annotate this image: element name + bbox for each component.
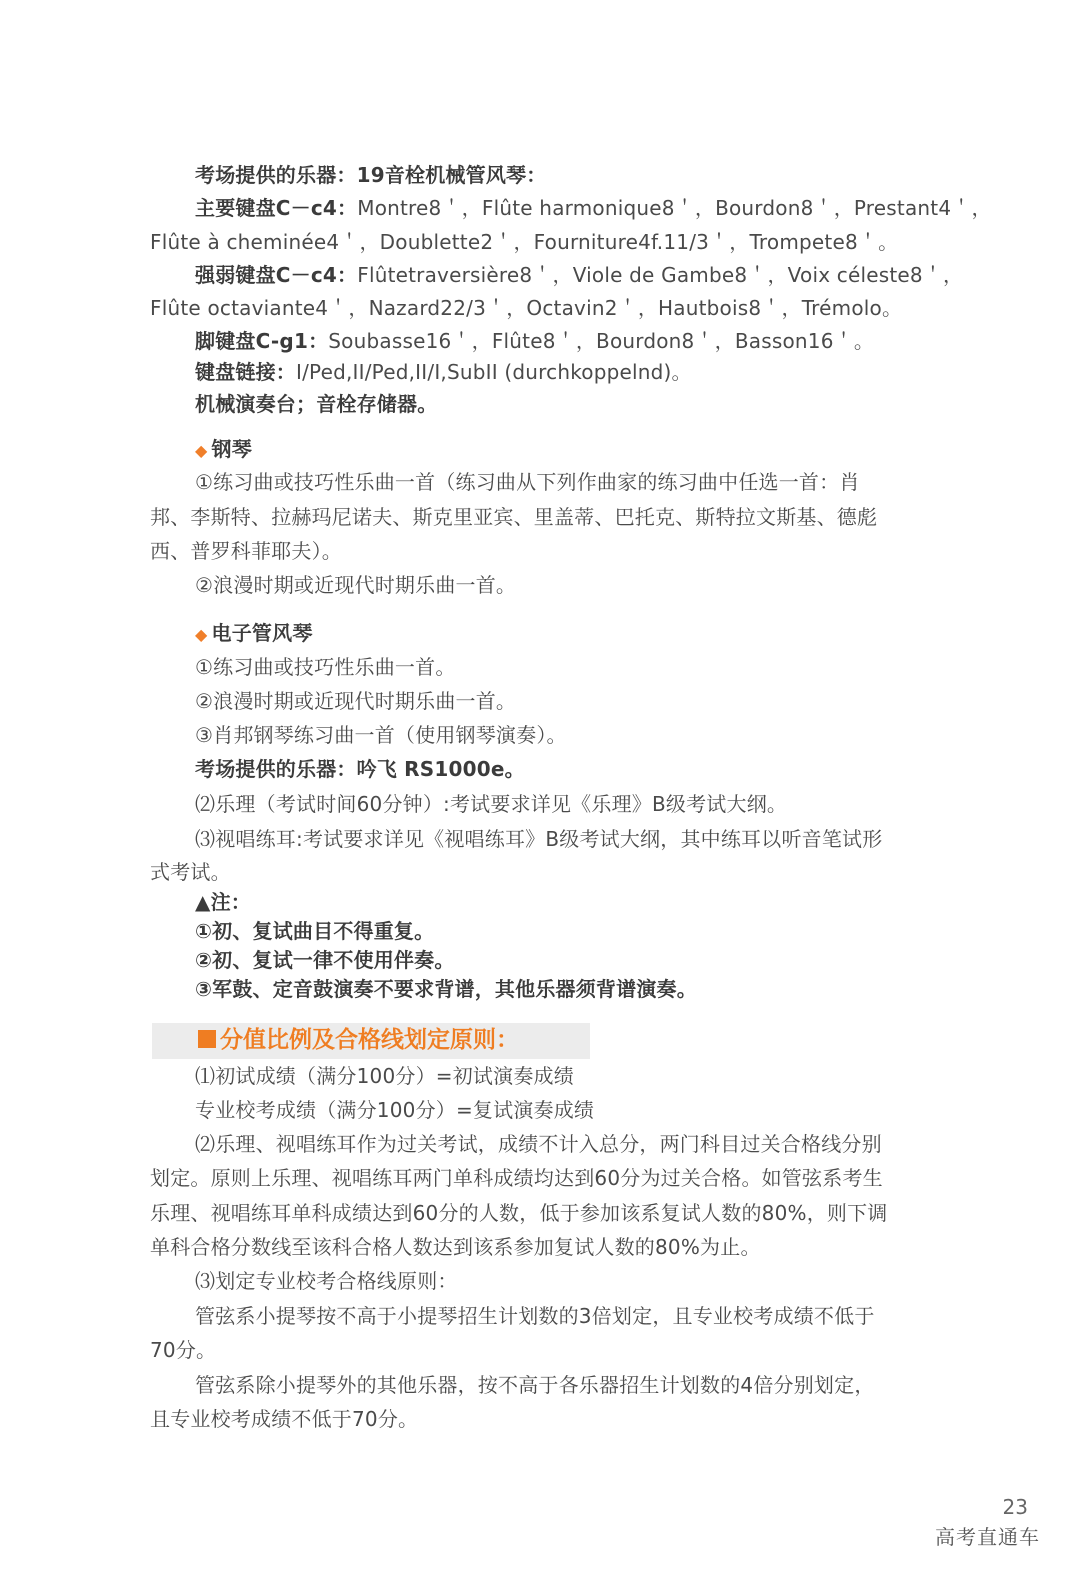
score-rule-6-line1: 管弦系除小提琴外的其他乐器，按不高于各乐器招生计划数的4倍分别划定， <box>195 1373 875 1397</box>
eorgan-item1: ①练习曲或技巧性乐曲一首。 <box>195 655 456 679</box>
coupler-text: I/Ped,II/Ped,II/I,SubII (durchkoppelnd)。 <box>296 360 692 384</box>
score-rule-1: ⑴初试成绩（满分100分）=初试演奏成绩 <box>195 1064 574 1088</box>
theory-requirement: ⑵乐理（考试时间60分钟）:考试要求详见《乐理》B级考试大纲。 <box>195 792 788 816</box>
section-title: 分值比例及合格线划定原则： <box>220 1027 519 1053</box>
main-keyboard-stops-2: Flûte à cheminée4＇，Doublette2＇，Fourniture4f.11/3＇，Trompete8＇。 <box>150 230 899 254</box>
score-rule-5-line1: 管弦系小提琴按不高于小提琴招生计划数的3倍划定，且专业校考成绩不低于 <box>195 1304 875 1328</box>
organ-instrument: 考场提供的乐器：19音栓机械管风琴： <box>195 163 547 187</box>
swell-keyboard-stops-2: Flûte octaviante4＇，Nazard22/3＇，Octavin2＇，Hautbois8＇，Trémolo。 <box>150 296 903 320</box>
organ-swell-keyboard-line1 <box>195 260 963 290</box>
coupler-label: 键盘链接： <box>195 360 296 384</box>
diamond-bullet-icon: ◆ <box>195 625 208 644</box>
diamond-bullet-icon: ◆ <box>195 441 208 460</box>
pedal-stops: Soubasse16＇，Flûte8＇，Bourdon8＇，Basson16＇。 <box>328 329 875 353</box>
main-keyboard-label: 主要键盘C－c4： <box>195 196 358 220</box>
eorgan-title: 电子管风琴 <box>211 621 313 645</box>
score-rule-2: 专业校考成绩（满分100分）=复试演奏成绩 <box>195 1098 595 1122</box>
pedal-label: 脚键盘C-g1： <box>195 329 329 353</box>
main-keyboard-stops-1: Montre8＇，Flûte harmonique8＇，Bourdon8＇，Prestant4＇， <box>357 196 992 220</box>
organ-main-keyboard-line1 <box>195 193 992 223</box>
solfege-requirement-line2: 式考试。 <box>150 860 231 884</box>
score-rule-3-line3: 乐理、视唱练耳单科成绩达到60分的人数，低于参加该系复试人数的80%，则下调 <box>150 1201 888 1225</box>
swell-keyboard-label: 强弱键盘C－c4： <box>195 263 358 287</box>
organ-coupler-line <box>195 357 692 387</box>
piano-heading <box>195 434 252 466</box>
score-rule-3-line2: 划定。原则上乐理、视唱练耳两门单科成绩均达到60分为过关合格。如管弦系考生 <box>150 1166 883 1190</box>
swell-keyboard-stops-1: Flûtetraversière8＇，Viole de Gambe8＇，Voix céleste8＇， <box>357 263 964 287</box>
piano-item1-line1: ①练习曲或技巧性乐曲一首（练习曲从下列作曲家的练习曲中任选一首：肖 <box>195 470 860 494</box>
solfege-requirement-line1: ⑶视唱练耳:考试要求详见《视唱练耳》B级考试大纲，其中练耳以听音笔试形 <box>195 827 883 851</box>
piano-title: 钢琴 <box>211 437 252 461</box>
eorgan-item3: ③肖邦钢琴练习曲一首（使用钢琴演奏）。 <box>195 723 567 747</box>
organ-pedal-line <box>195 326 874 356</box>
eorgan-instrument: 考场提供的乐器：吟飞 RS1000e。 <box>195 757 525 781</box>
score-rule-5-line2: 70分。 <box>150 1338 217 1362</box>
section-heading <box>198 1025 519 1055</box>
eorgan-heading <box>195 618 313 650</box>
note-1: ①初、复试曲目不得重复。 <box>195 919 435 943</box>
piano-item1-line3: 西、普罗科菲耶夫）。 <box>150 539 342 563</box>
score-rule-3-line1: ⑵乐理、视唱练耳作为过关考试，成绩不计入总分，两门科目过关合格线分别 <box>195 1132 882 1156</box>
score-rule-4: ⑶划定专业校考合格线原则： <box>195 1269 458 1293</box>
score-rule-3-line4: 单科合格分数线至该科合格人数达到该系参加复试人数的80%为止。 <box>150 1235 761 1259</box>
note-3: ③军鼓、定音鼓演奏不要求背谱，其他乐器须背谱演奏。 <box>195 977 697 1001</box>
piano-item2: ②浪漫时期或近现代时期乐曲一首。 <box>195 573 517 597</box>
eorgan-item2: ②浪漫时期或近现代时期乐曲一首。 <box>195 689 517 713</box>
note-2: ②初、复试一律不使用伴奏。 <box>195 948 455 972</box>
notes-title: ▲注： <box>195 890 251 914</box>
footer-brand: 高考直通车 <box>935 1525 1040 1549</box>
page-number: 23 <box>1002 1495 1028 1519</box>
organ-console: 机械演奏台；音栓存储器。 <box>195 392 438 416</box>
square-bullet-icon <box>198 1030 216 1048</box>
score-rule-6-line2: 且专业校考成绩不低于70分。 <box>150 1407 419 1431</box>
piano-item1-line2: 邦、李斯特、拉赫玛尼诺夫、斯克里亚宾、里盖蒂、巴托克、斯特拉文斯基、德彪 <box>150 505 878 529</box>
